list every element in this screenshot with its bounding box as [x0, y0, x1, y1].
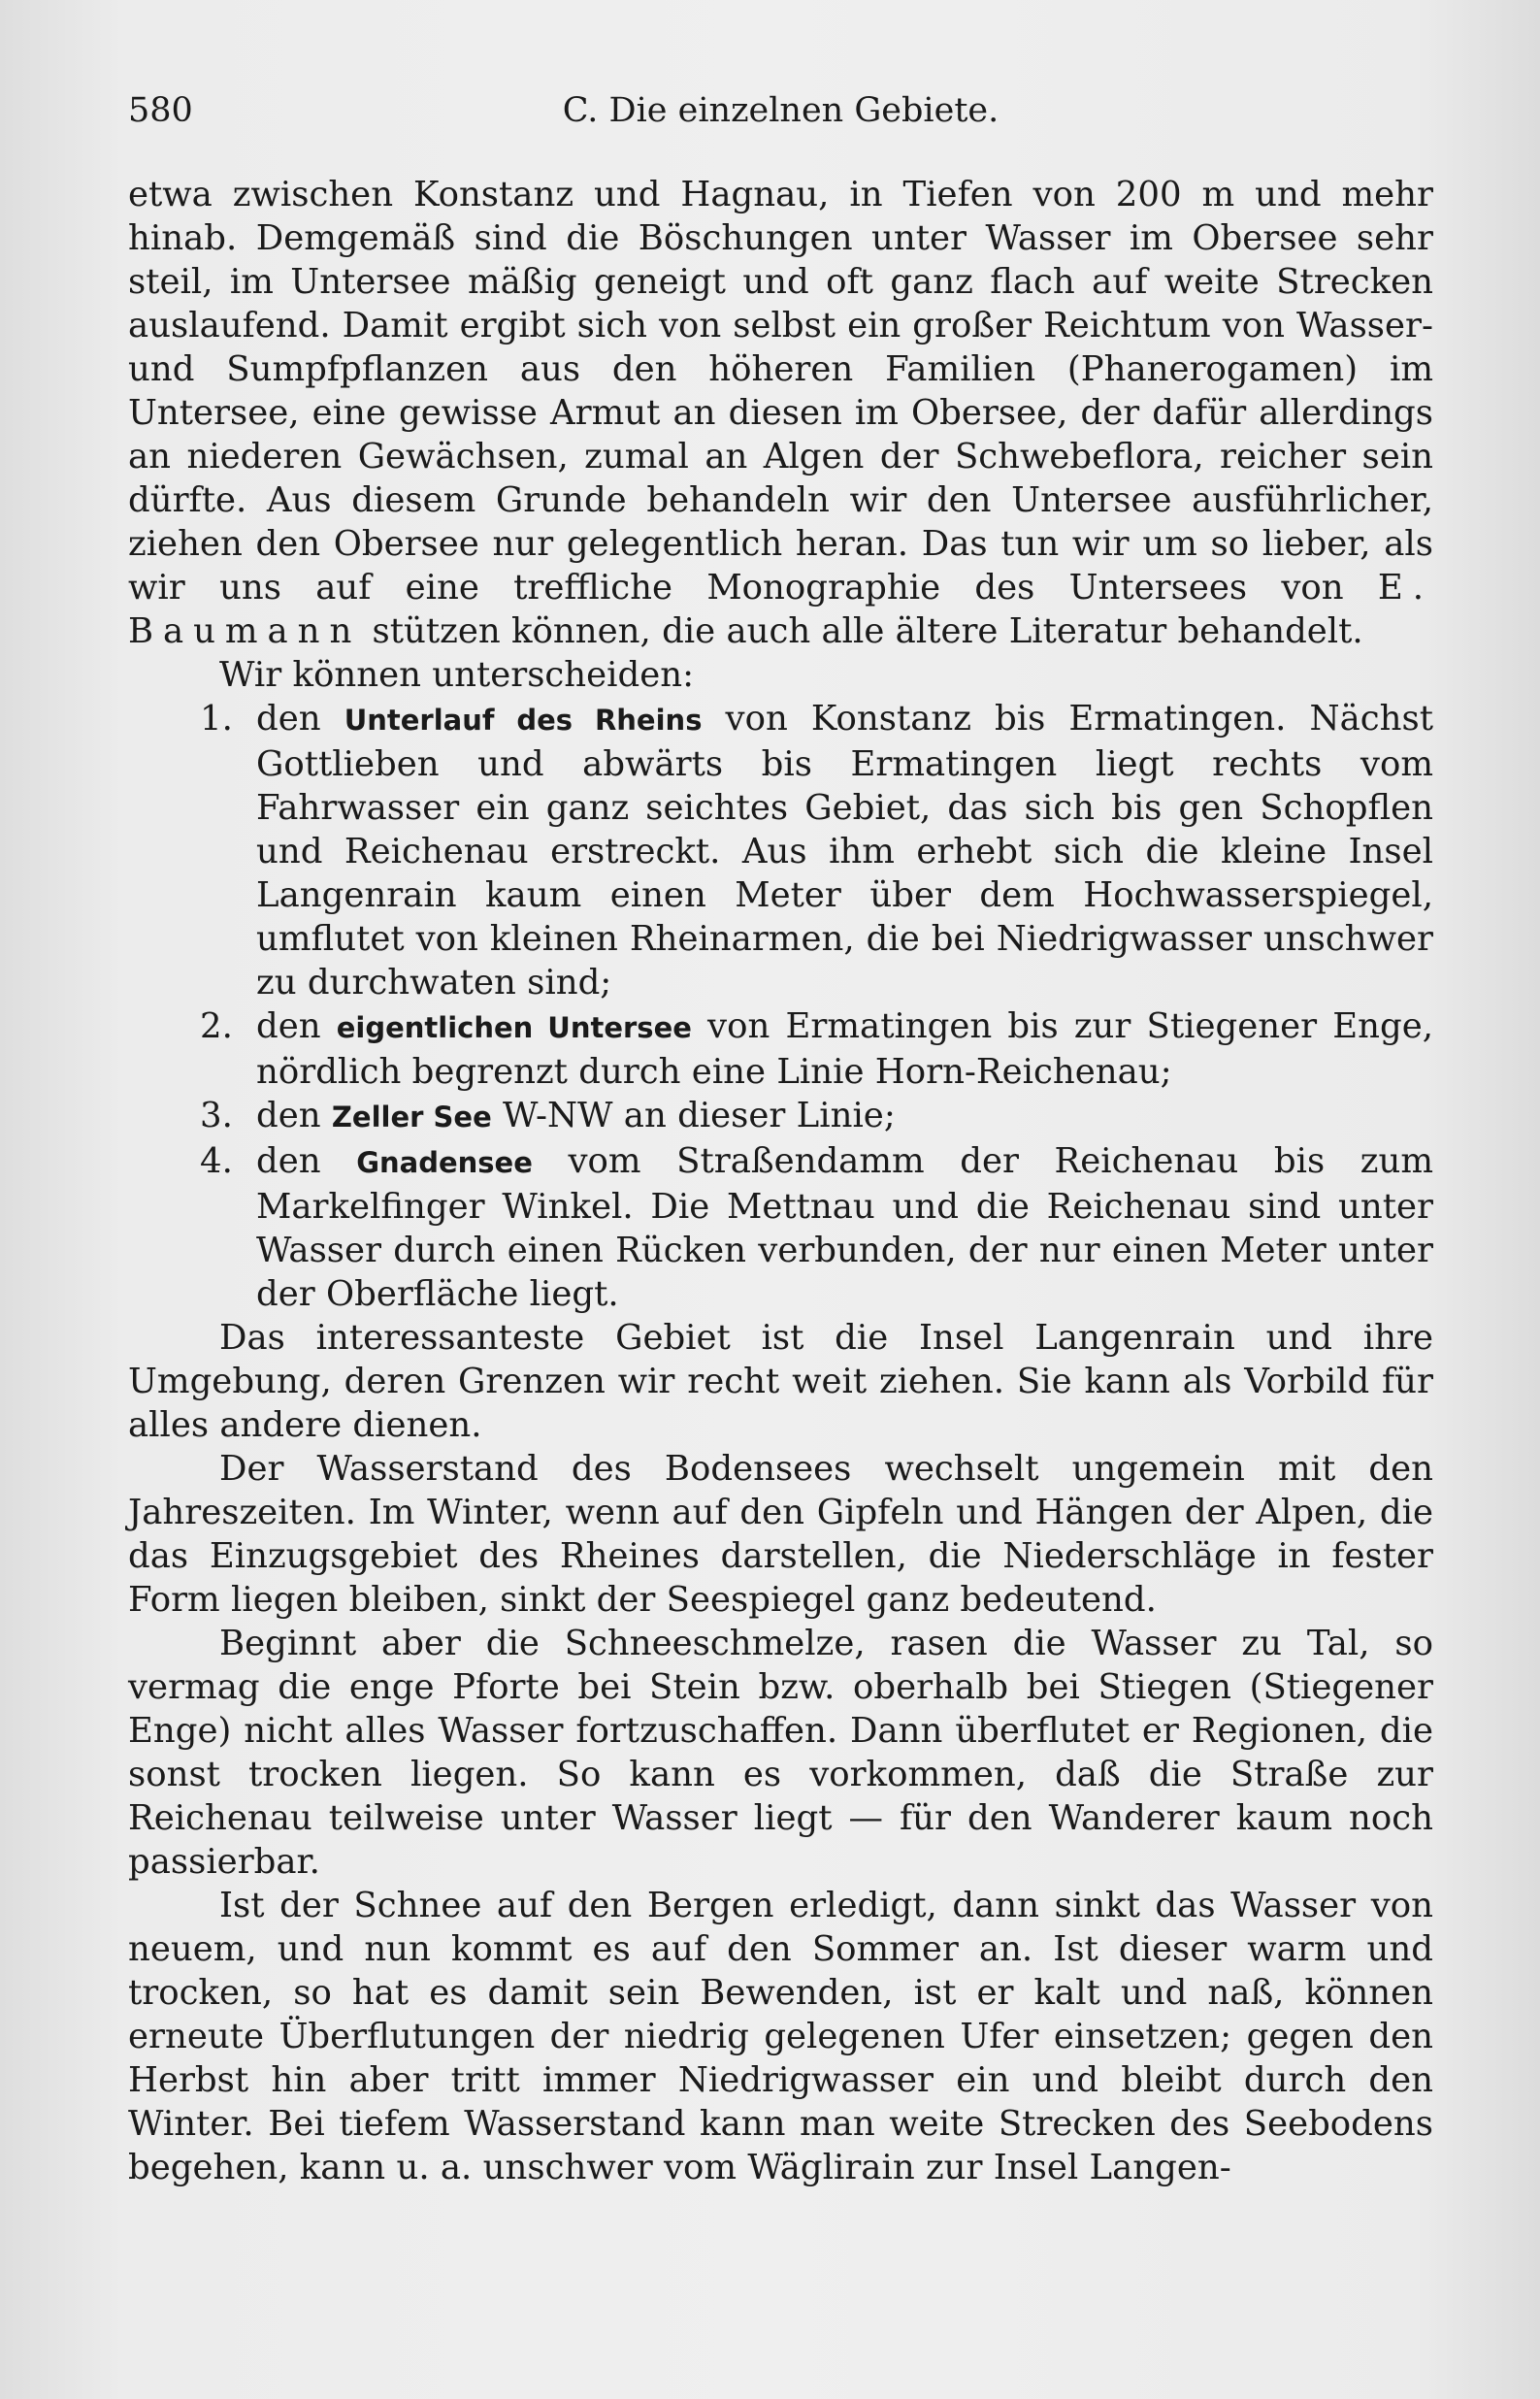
item-prefix: den: [256, 1141, 357, 1181]
item-text: W-NW an dieser Linie;: [491, 1096, 896, 1135]
running-head: [128, 89, 1433, 148]
page-number: 580: [128, 91, 193, 130]
item-prefix: den: [256, 699, 344, 739]
item-number: 1.: [200, 699, 233, 739]
item-prefix: den: [256, 1096, 332, 1135]
paragraph: Beginnt aber die Schneeschmelze, rasen die Wasser zu Tal, so vermag die enge Pforte bei Stein bzw. oberhalb bei Stiegen (Stiegener Enge) nicht alles Wasser fortzuschaffen. Dann überflutet er Regionen, die sonst trocken liegen. So kann es vorkommen, daß die Straße zur Reichenau teilweise unter Wasser liegt — für den Wanderer kaum noch passierbar.: [128, 1624, 1433, 1882]
item-number: 4.: [200, 1141, 233, 1181]
item-term: Zeller See: [331, 1101, 492, 1134]
list-item: [128, 697, 1433, 1004]
area-list: [128, 697, 1433, 1316]
item-text: von Ermatingen bis zur Stiegener Enge, nördlich begrenzt durch eine Linie Horn-Reichenau;: [256, 1006, 1433, 1092]
paragraph: Das interessanteste Gebiet ist die Insel Langenrain und ihre Umgebung, deren Grenzen wir recht weit ziehen. Sie kann als Vorbild für alles andere dienen.: [128, 1318, 1433, 1445]
item-term: Unterlauf des Rheins: [344, 704, 703, 737]
list-item: [128, 1139, 1433, 1316]
item-term: Gnadensee: [356, 1146, 533, 1179]
item-text: von Konstanz bis Ermatingen. Nächst Gottlieben und abwärts bis Ermatingen liegt rechts vom Fahrwasser ein ganz seichtes Gebiet, das sich bis gen Schopflen und Reichenau erstreckt. Aus ihm erhebt sich die kleine Insel Langenrain kaum einen Meter über dem Hochwasserspiegel, umflutet von kleinen Rheinarmen, die bei Niedrigwasser unschwer zu durchwaten sind;: [256, 699, 1433, 1002]
chapter-heading: C. Die einzelnen Gebiete.: [562, 91, 999, 130]
paragraph-continued: [128, 173, 1433, 653]
paragraph-tail: stützen können, die auch alle ältere Literatur behandelt.: [361, 611, 1363, 651]
item-term: eigentlichen Untersee: [336, 1011, 692, 1044]
text-block: [128, 89, 1433, 2189]
paragraph: Ist der Schnee auf den Bergen erledigt, dann sinkt das Wasser von neuem, und nun kommt es auf den Sommer an. Ist dieser warm und trocken, so hat es damit sein Bewenden, ist er kalt und naß, können erneute Überflutungen der niedrig gelegenen Ufer einsetzen; gegen den Herbst hin aber tritt immer Niedrigwasser ein und bleibt durch den Winter. Bei tiefem Wasserstand kann man weite Strecken des Seebodens begehen, kann u. a. unschwer vom Wäglirain zur Insel Langen-: [128, 1886, 1433, 2187]
item-number: 2.: [200, 1006, 233, 1046]
list-intro: Wir können unterscheiden:: [219, 655, 695, 695]
author-name: E. Baumann: [128, 568, 1433, 651]
item-prefix: den: [256, 1006, 337, 1046]
paragraph: Der Wasserstand des Bodensees wechselt ungemein mit den Jahreszeiten. Im Winter, wenn auf den Gipfeln und Hängen der Alpen, die das Einzugsgebiet des Rheines darstellen, die Niederschläge in fester Form liegen bleiben, sinkt der Seespiegel ganz bedeutend.: [128, 1449, 1433, 1620]
list-item: [128, 1094, 1433, 1139]
list-item: [128, 1004, 1433, 1094]
item-text: vom Straßendamm der Reichenau bis zum Markelfinger Winkel. Die Mettnau und die Reichenau sind unter Wasser durch einen Rücken verbunden, der nur einen Meter unter der Oberfläche liegt.: [256, 1141, 1433, 1314]
item-number: 3.: [200, 1096, 233, 1135]
paragraph-text: etwa zwischen Konstanz und Hagnau, in Tiefen von 200 m und mehr hinab. Demgemäß sind die Böschungen unter Wasser im Obersee sehr steil, im Untersee mäßig geneigt und oft ganz flach auf weite Strecken auslaufend. Damit ergibt sich von selbst ein großer Reichtum von Wasser- und Sumpfpflanzen aus den höheren Familien (Phanerogamen) im Untersee, eine gewisse Armut an diesen im Obersee, der dafür allerdings an niederen Gewächsen, zumal an Algen der Schwebeflora, reicher sein dürfte. Aus diesem Grunde behandeln wir den Untersee ausführlicher, ziehen den Obersee nur gelegentlich heran. Das tun wir um so lieber, als wir uns auf eine treffliche Monographie des Untersees von: [128, 175, 1433, 608]
